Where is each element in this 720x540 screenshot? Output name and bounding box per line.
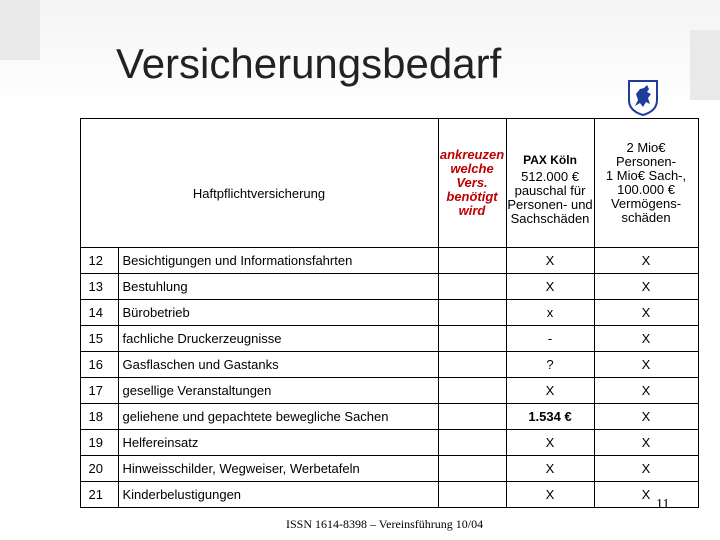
page-number: 11 (656, 497, 670, 512)
row-check-cell (438, 482, 506, 508)
row-label: Helfereinsatz (118, 430, 438, 456)
decor-block (0, 0, 40, 60)
row-label: Hinweisschilder, Wegweiser, Werbetafeln (118, 456, 438, 482)
check-line: wird (458, 203, 486, 218)
row-mio-value: X (594, 352, 698, 378)
row-pax-value: - (506, 326, 594, 352)
header-mio-column (594, 119, 698, 248)
insurance-table (80, 118, 699, 508)
table-row (80, 326, 698, 352)
row-mio-value: X (594, 430, 698, 456)
row-check-cell (438, 248, 506, 274)
row-mio-value: X (594, 378, 698, 404)
pax-line: Personen- und (507, 196, 593, 212)
pax-title: PAX Köln (523, 152, 577, 167)
row-check-cell (438, 378, 506, 404)
row-check-cell (438, 326, 506, 352)
row-number: 12 (80, 248, 118, 274)
row-number: 13 (80, 274, 118, 300)
check-line: Vers. (456, 175, 488, 190)
table-row (80, 482, 698, 508)
row-label: geliehene und gepachtete bewegliche Sachen (118, 404, 438, 430)
row-mio-value: X (594, 300, 698, 326)
row-number: 20 (80, 456, 118, 482)
table-row (80, 248, 698, 274)
row-number: 15 (80, 326, 118, 352)
row-mio-value: X (594, 274, 698, 300)
row-number: 16 (80, 352, 118, 378)
mio-line: Vermögens- (610, 196, 682, 211)
row-pax-value: X (506, 456, 594, 482)
row-number: 19 (80, 430, 118, 456)
row-pax-value: X (506, 378, 594, 404)
coat-of-arms-icon (628, 80, 658, 116)
header-pax-column (506, 119, 594, 248)
pax-line: 512.000 € (521, 168, 579, 184)
table-row (80, 300, 698, 326)
row-check-cell (438, 274, 506, 300)
row-pax-value: ? (506, 352, 594, 378)
row-check-cell (438, 352, 506, 378)
table-row (80, 274, 698, 300)
check-line: ankreuzen (439, 147, 505, 162)
row-label: Gasflaschen und Gastanks (118, 352, 438, 378)
row-check-cell (438, 300, 506, 326)
row-number: 21 (80, 482, 118, 508)
header-section-title: Haftpflichtversicherung (80, 119, 438, 248)
mio-line: Personen- (616, 154, 676, 169)
mio-line: 2 Mio€ (626, 140, 666, 155)
check-line: benötigt (446, 189, 498, 204)
row-number: 18 (80, 404, 118, 430)
mio-line: 1 Mio€ Sach-, (605, 168, 687, 183)
table-row (80, 430, 698, 456)
row-pax-value: x (506, 300, 594, 326)
row-check-cell (438, 430, 506, 456)
mio-line: 100.000 € (617, 182, 675, 197)
row-pax-value: 1.534 € (506, 404, 594, 430)
row-pax-value: X (506, 430, 594, 456)
table-row (80, 352, 698, 378)
row-label: Besichtigungen und Informationsfahrten (118, 248, 438, 274)
row-mio-value: X (594, 326, 698, 352)
row-label: Kinderbelustigungen (118, 482, 438, 508)
table-row (80, 456, 698, 482)
slide-title: Versicherungsbedarf (116, 40, 502, 87)
row-label: gesellige Veranstaltungen (118, 378, 438, 404)
mio-line: schäden (621, 210, 671, 225)
row-number: 14 (80, 300, 118, 326)
row-mio-value: X (594, 248, 698, 274)
row-mio-value: X (594, 404, 698, 430)
row-mio-value: X (594, 482, 698, 508)
header-check-column (438, 119, 506, 248)
table-row (80, 404, 698, 430)
row-pax-value: X (506, 482, 594, 508)
footer-text: ISSN 1614-8398 – Vereinsführung 10/04 (286, 517, 484, 531)
row-label: fachliche Druckerzeugnisse (118, 326, 438, 352)
row-check-cell (438, 404, 506, 430)
check-line: welche (450, 161, 494, 176)
decor-block (690, 30, 720, 100)
row-mio-value: X (594, 456, 698, 482)
row-pax-value: X (506, 274, 594, 300)
pax-line: Sachschäden (510, 210, 590, 226)
row-label: Bürobetrieb (118, 300, 438, 326)
row-pax-value: X (506, 248, 594, 274)
pax-line: pauschal für (514, 182, 586, 198)
table-header-row (80, 119, 698, 248)
table-row (80, 378, 698, 404)
row-label: Bestuhlung (118, 274, 438, 300)
table-body (80, 248, 698, 508)
row-check-cell (438, 456, 506, 482)
row-number: 17 (80, 378, 118, 404)
